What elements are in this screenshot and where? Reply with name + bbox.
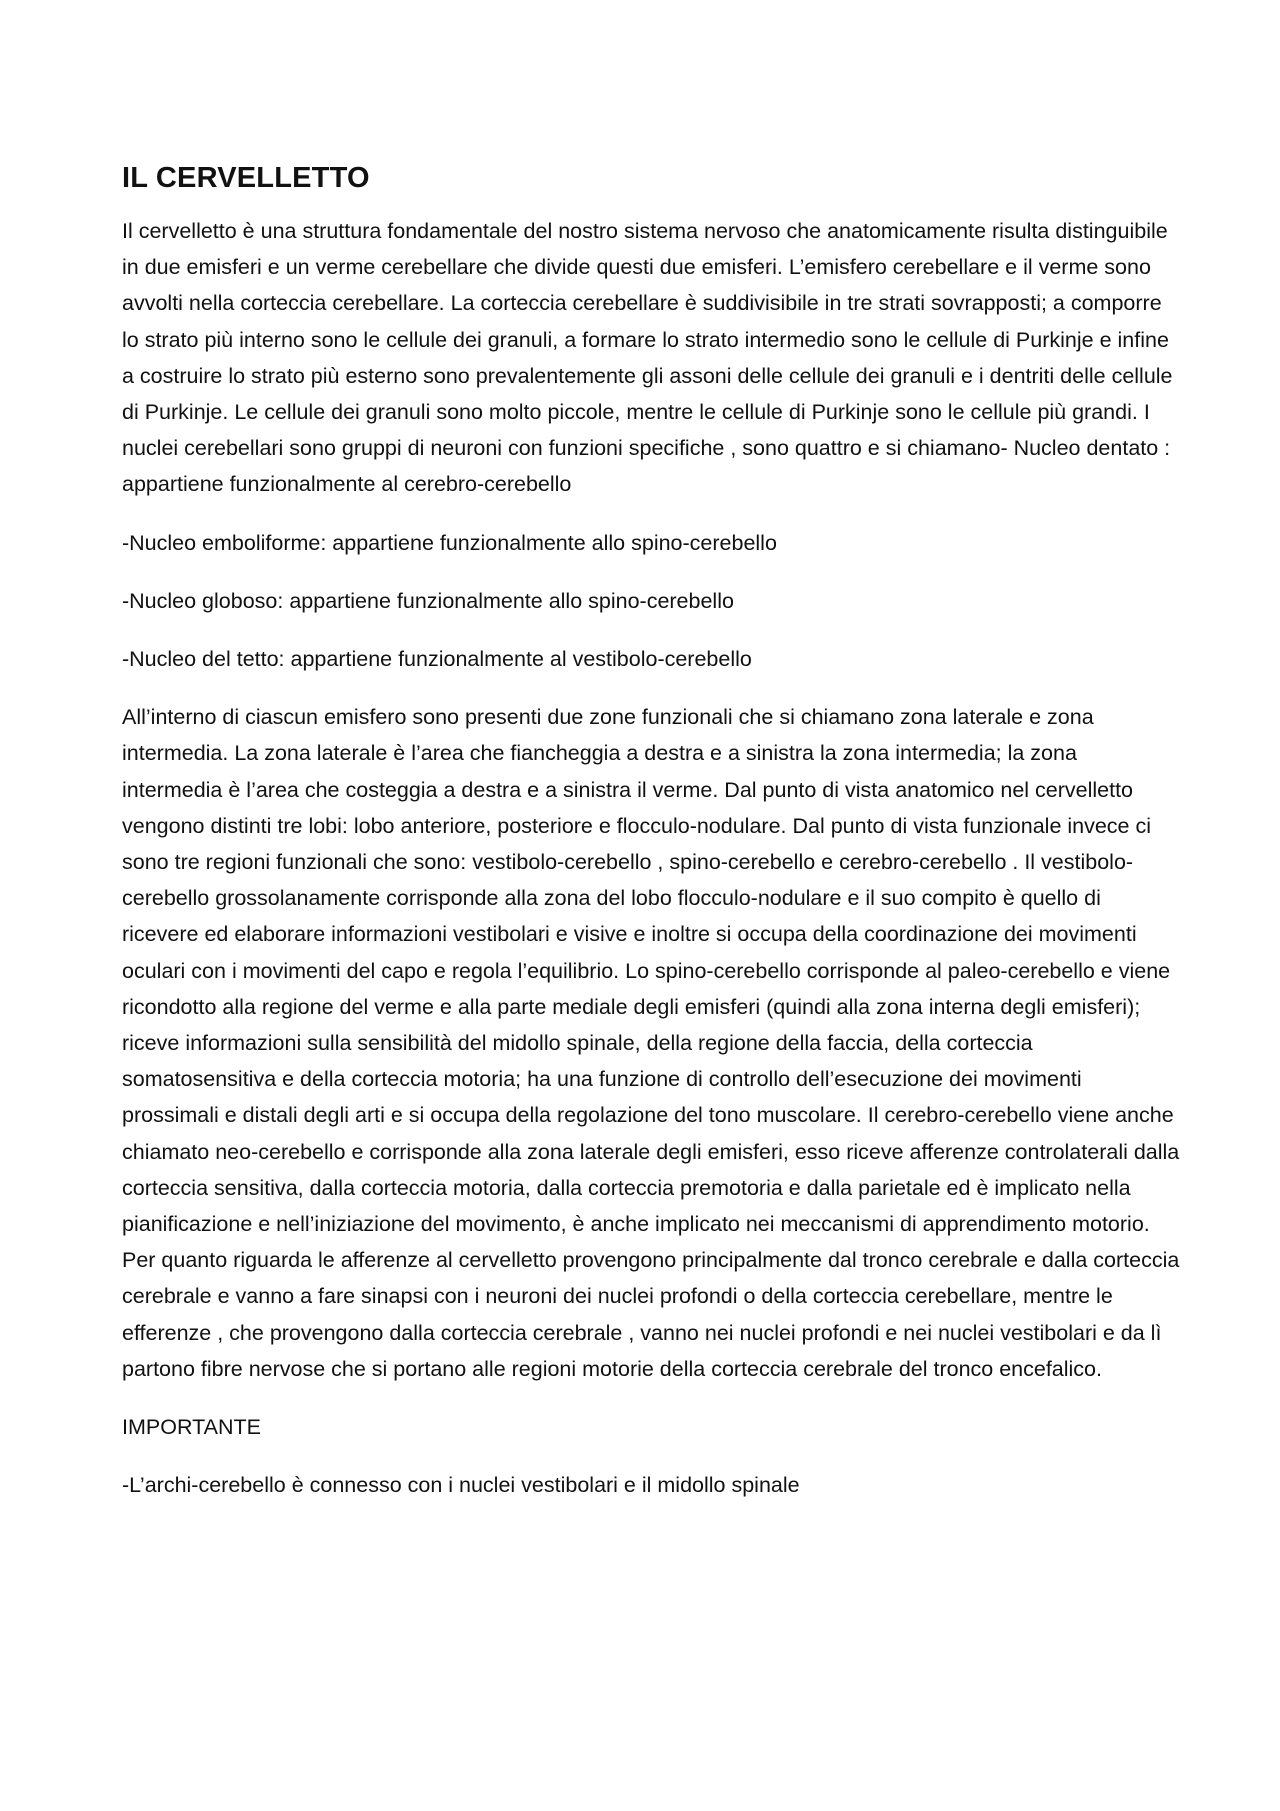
- functional-zones-paragraph: All’interno di ciascun emisfero sono presenti due zone funzionali che si chiamano zona laterale e zona intermedia. La zona laterale è l’area che fiancheggia a destra e a sinistra la zona intermedia; la zona intermedia è l’area che costeggia a destra e a sinistra il verme. Dal punto di vista anatomico nel cervelletto vengono distinti tre lobi: lobo anteriore, posteriore e flocculo-nodulare. Dal punto di vista funzionale invece ci sono tre regioni funzionali che sono: vestibolo-cerebello , spino-cerebello e cerebro-cerebello . Il vestibolo-cerebello grossolanamente corrisponde alla zona del lobo flocculo-nodulare e il suo compito è quello di ricevere ed elaborare informazioni vestibolari e visive e inoltre si occupa della coordinazione dei movimenti oculari con i movimenti del capo e regola l’equilibrio. Lo spino-cerebello corrisponde al paleo-cerebello e viene ricondotto alla regione del verme e alla parte mediale degli emisferi (quindi alla zona interna degli emisferi); riceve informazioni sulla sensibilità del midollo spinale, della regione della faccia, della corteccia somatosensitiva e della corteccia motoria; ha una funzione di controllo dell’esecuzione dei movimenti prossimali e distali degli arti e si occupa della regolazione del tono muscolare. Il cerebro-cerebello viene anche chiamato neo-cerebello e corrisponde alla zona laterale degli emisferi, esso riceve afferenze controlaterali dalla corteccia sensitiva, dalla corteccia motoria, dalla corteccia premotoria e dalla parietale ed è implicato nella pianificazione e nell’iniziazione del movimento, è anche implicato nei meccanismi di apprendimento motorio. Per quanto riguarda le afferenze al cervelletto provengono principalmente dal tronco cerebrale e dalla corteccia cerebrale e vanno a fare sinapsi con i neuroni dei nuclei profondi o della corteccia cerebellare, mentre le efferenze , che provengono dalla corteccia cerebrale , vanno nei nuclei profondi e nei nuclei vestibolari e da lì partono fibre nervose che si portano alle regioni motorie della corteccia cerebrale del tronco encefalico.: [122, 705, 1180, 1381]
- document-page: [122, 150, 1182, 1526]
- document-title: IL CERVELLETTO: [122, 162, 370, 194]
- list-item-nucleo-globoso: -Nucleo globoso: appartiene funzionalmente allo spino-cerebello: [122, 588, 734, 613]
- list-item-nucleo-del-tetto: -Nucleo del tetto: appartiene funzionalmente al vestibolo-cerebello: [122, 647, 752, 672]
- important-note: -L’archi-cerebello è connesso con i nuclei vestibolari e il midollo spinale: [122, 1473, 800, 1498]
- list-item-nucleo-emboliforme: -Nucleo emboliforme: appartiene funzionalmente allo spino-cerebello: [122, 530, 777, 555]
- important-heading: IMPORTANTE: [122, 1415, 261, 1440]
- intro-paragraph: Il cervelletto è una struttura fondamentale del nostro sistema nervoso che anatomicamente risulta distinguibile in due emisferi e un verme cerebellare che divide questi due emisferi. L’emisfero cerebellare e il verme sono avvolti nella corteccia cerebellare. La corteccia cerebellare è suddivisibile in tre strati sovrapposti; a comporre lo strato più interno sono le cellule dei granuli, a formare lo strato intermedio sono le cellule di Purkinje e infine a costruire lo strato più esterno sono prevalentemente gli assoni delle cellule dei granuli e i dentriti delle cellule di Purkinje. Le cellule dei granuli sono molto piccole, mentre le cellule di Purkinje sono le cellule più grandi. I nuclei cerebellari sono gruppi di neuroni con funzioni specifiche , sono quattro e si chiamano- Nucleo dentato : appartiene funzionalmente al cerebro-cerebello: [122, 219, 1173, 497]
